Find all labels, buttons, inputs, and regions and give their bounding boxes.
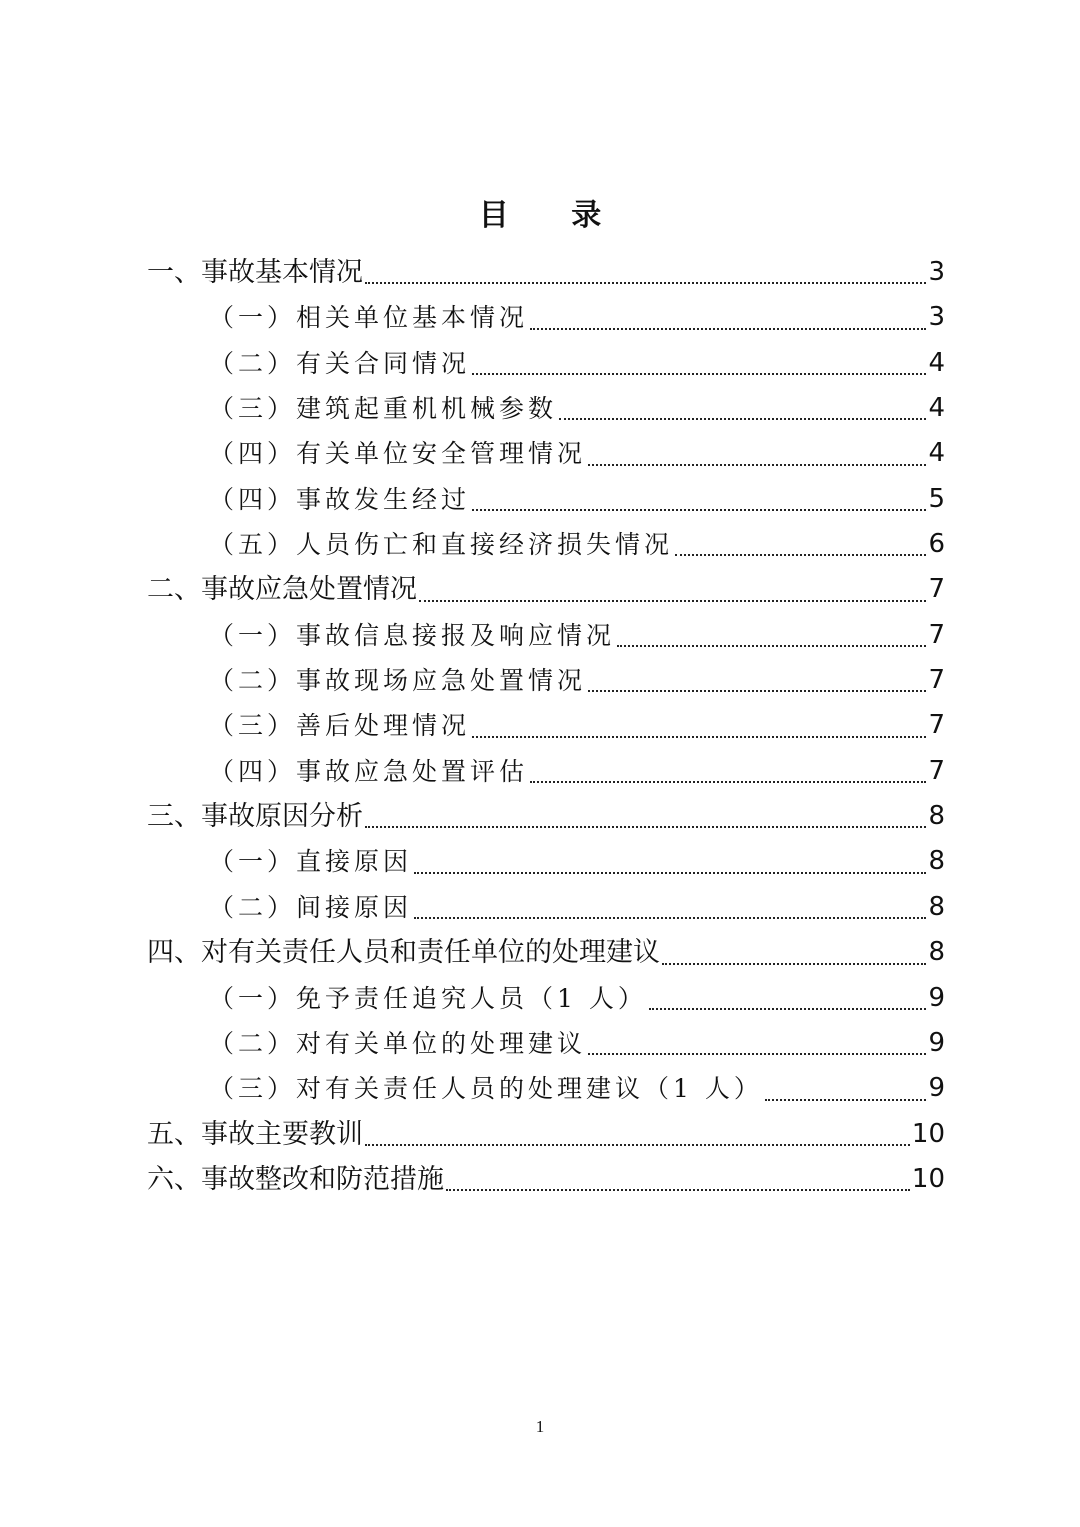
toc-entry-label: 四、对有关责任人员和责任单位的处理建议 — [147, 937, 660, 969]
table-of-contents — [147, 250, 945, 1202]
page-number: 1 — [535, 1417, 545, 1436]
dot-leader — [414, 917, 926, 919]
toc-entry[interactable] — [147, 794, 945, 839]
toc-entry[interactable] — [147, 839, 945, 884]
dot-leader — [414, 872, 926, 874]
toc-entry-page: 9 — [928, 1027, 945, 1058]
toc-entry-page: 10 — [911, 1163, 945, 1194]
toc-entry-label: （四）有关单位安全管理情况 — [209, 439, 587, 469]
toc-entry-label: （一）事故信息接报及响应情况 — [209, 620, 616, 650]
toc-entry[interactable] — [147, 1157, 945, 1202]
toc-entry-label: 二、事故应急处置情况 — [147, 574, 417, 606]
toc-entry-label: （一）直接原因 — [209, 847, 413, 877]
toc-entry-page: 8 — [928, 891, 945, 922]
toc-entry-label: 六、事故整改和防范措施 — [147, 1163, 444, 1195]
toc-entry[interactable] — [147, 976, 945, 1021]
toc-entry-label: （四）事故发生经过 — [209, 484, 471, 514]
toc-entry-label: 一、事故基本情况 — [147, 257, 363, 288]
toc-entry[interactable] — [147, 613, 945, 658]
toc-entry[interactable] — [147, 295, 945, 340]
dot-leader — [559, 418, 926, 420]
toc-entry[interactable] — [147, 930, 945, 975]
dot-leader — [588, 690, 926, 692]
toc-entry-page: 8 — [928, 846, 945, 877]
dot-leader — [530, 781, 926, 783]
dot-leader — [530, 328, 926, 330]
toc-entry-label: （二）间接原因 — [209, 892, 413, 922]
dot-leader — [365, 282, 926, 284]
toc-entry-page: 9 — [928, 982, 945, 1013]
toc-entry[interactable] — [147, 885, 945, 930]
dot-leader — [765, 1099, 927, 1101]
toc-entry-page: 7 — [928, 574, 945, 605]
toc-entry-page: 7 — [928, 665, 945, 696]
toc-entry-label: （二）有关合同情况 — [209, 348, 471, 378]
toc-entry[interactable] — [147, 1021, 945, 1066]
dot-leader — [472, 373, 926, 375]
dot-leader — [675, 554, 926, 556]
toc-entry[interactable] — [147, 1066, 945, 1111]
dot-leader — [365, 1144, 910, 1146]
toc-entry-label: （五）人员伤亡和直接经济损失情况 — [209, 530, 674, 560]
toc-entry-label: （三）对有关责任人员的处理建议（1 人） — [209, 1074, 763, 1104]
toc-entry-page: 4 — [928, 393, 945, 424]
toc-entry-label: （四）事故应急处置评估 — [209, 756, 529, 786]
toc-entry-label: （二）事故现场应急处置情况 — [209, 666, 587, 696]
dot-leader — [472, 736, 926, 738]
toc-entry[interactable] — [147, 386, 945, 431]
dot-leader — [588, 1053, 926, 1055]
toc-entry-label: （三）建筑起重机机械参数 — [209, 394, 558, 424]
toc-entry[interactable] — [147, 250, 945, 295]
toc-entry[interactable] — [147, 431, 945, 476]
toc-entry-page: 5 — [928, 483, 945, 514]
toc-entry-page: 7 — [928, 619, 945, 650]
toc-entry[interactable] — [147, 1112, 945, 1157]
toc-entry-label: （一）相关单位基本情况 — [209, 303, 529, 333]
toc-entry-page: 4 — [928, 347, 945, 378]
toc-entry-page: 3 — [928, 302, 945, 333]
dot-leader — [419, 600, 926, 602]
toc-entry[interactable] — [147, 567, 945, 612]
toc-entry[interactable] — [147, 341, 945, 386]
toc-entry-page: 10 — [911, 1118, 945, 1149]
toc-entry-page: 8 — [928, 937, 945, 968]
toc-entry-page: 7 — [928, 755, 945, 786]
toc-entry-page: 6 — [928, 529, 945, 560]
toc-entry-label: （一）免予责任追究人员（1 人） — [209, 983, 647, 1013]
toc-entry-page: 9 — [928, 1073, 945, 1104]
toc-entry[interactable] — [147, 703, 945, 748]
toc-entry-label: 五、事故主要教训 — [147, 1118, 363, 1150]
toc-entry-page: 3 — [928, 257, 945, 287]
toc-entry-label: 三、事故原因分析 — [147, 801, 363, 833]
dot-leader — [365, 826, 926, 828]
toc-entry-label: （二）对有关单位的处理建议 — [209, 1028, 587, 1058]
toc-entry-page: 8 — [928, 801, 945, 832]
toc-entry-page: 4 — [928, 438, 945, 469]
dot-leader — [588, 464, 926, 466]
toc-entry[interactable] — [147, 522, 945, 567]
dot-leader — [617, 645, 926, 647]
dot-leader — [649, 1008, 927, 1010]
dot-leader — [662, 963, 926, 965]
dot-leader — [446, 1189, 910, 1191]
toc-entry-label: （三）善后处理情况 — [209, 711, 471, 741]
toc-entry[interactable] — [147, 477, 945, 522]
toc-title: 目 录 — [478, 198, 628, 233]
toc-entry[interactable] — [147, 658, 945, 703]
dot-leader — [472, 509, 926, 511]
toc-entry-page: 7 — [928, 710, 945, 741]
toc-entry[interactable] — [147, 749, 945, 794]
